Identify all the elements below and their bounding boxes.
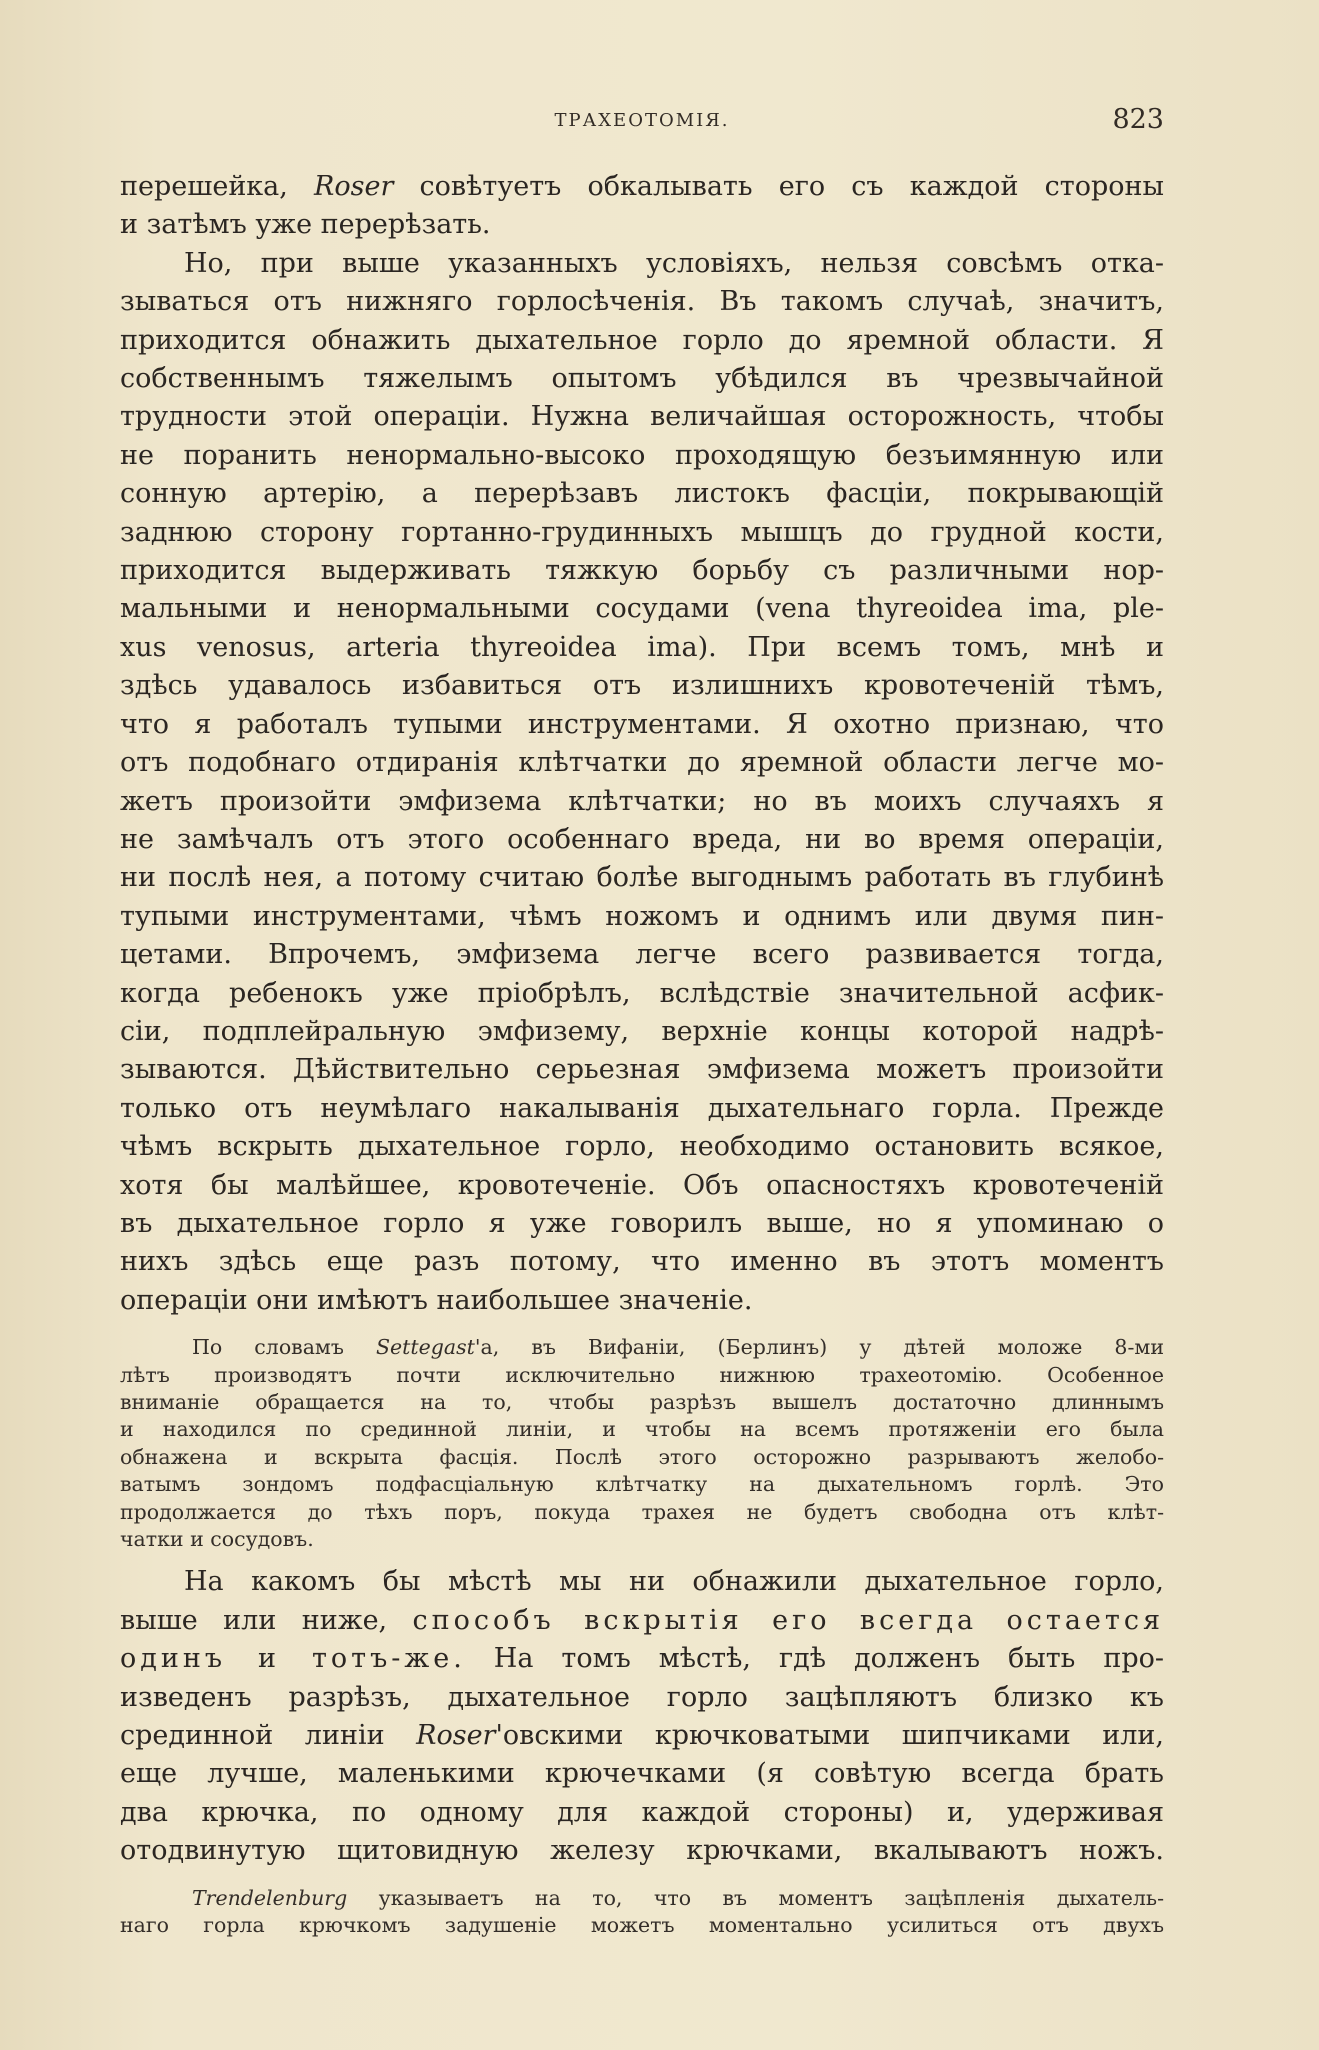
note-line: По словамъ Settegast'a, въ Вифаніи, (Берлинъ) у дѣтей моложе 8-ми [192,1335,1164,1360]
text-line: когда ребенокъ уже пріобрѣлъ, вслѣдствіе значительной асфик- [120,977,1164,1009]
author-name: Settegast [376,1335,475,1360]
text-line: собственнымъ тяжелымъ опытомъ убѣдился въ чрезвычайной [120,363,1164,395]
note-line: лѣтъ производятъ почти исключительно нижнюю трахеотомію. Особенное [120,1362,1164,1387]
text-line: зываются. Дѣйствительно серьезная эмфизема можетъ произойти [120,1054,1164,1086]
text-line: зываться отъ нижняго горлосѣченія. Въ такомъ случаѣ, значитъ, [120,286,1164,318]
running-head [120,104,1164,144]
text-line: только отъ неумѣлаго накалыванія дыхательнаго горла. Прежде [120,1092,1164,1124]
text-line: трудности этой операціи. Нужна величайшая осторожность, чтобы [120,401,1164,433]
text-line: заднюю сторону гортанно-грудинныхъ мышцъ до грудной кости, [120,516,1164,548]
text-line: xus venosus, arteria thyreoidea ima). При всемъ томъ, мнѣ и [120,631,1164,663]
note-line: ватымъ зондомъ подфасціальную клѣтчатку на дыхательномъ горлѣ. Это [120,1472,1164,1497]
note-line: и находился по срединной линіи, и чтобы на всемъ протяженіи его была [120,1417,1164,1442]
text-line: два крючка, по одному для каждой стороны) и, удерживая [120,1796,1164,1828]
note-line: Trendelenburg указываетъ на то, что въ моментъ зацѣпленія дыхатель- [192,1885,1164,1910]
text-line: и затѣмъ уже перерѣзать. [120,209,491,241]
note-line: наго горла крючкомъ задушеніе можетъ моментально усилиться отъ двухъ [120,1913,1164,1938]
footnote-trendelenburg [120,1885,1164,1940]
emphasized-phrase: одинъ и тотъ-же. [120,1643,466,1675]
text-line: чѣмъ вскрыть дыхательное горло, необходимо остановить всякое, [120,1131,1164,1163]
text-line: здѣсь удавалось избавиться отъ излишнихъ кровотеченій тѣмъ, [120,670,1164,702]
note-line: продолжается до тѣхъ поръ, покуда трахея не будетъ свободна отъ клѣт- [120,1499,1164,1524]
text-line: отодвинутую щитовидную железу крючками, вкалываютъ ножъ. [120,1835,1164,1867]
author-name: Roser [314,171,394,202]
running-title: ТРАХЕОТОМІЯ. [554,110,730,131]
text-line: что я работалъ тупыми инструментами. Я охотно признаю, что [120,708,1164,740]
text-line: жетъ произойти эмфизема клѣтчатки; но въ моихъ случаяхъ я [120,785,1164,817]
text-line: На какомъ бы мѣстѣ мы ни обнажили дыхательное горло, [184,1566,1164,1598]
text-line: еще лучше, маленькими крючечками (я совѣтую всегда брать [120,1758,1164,1790]
text-line: перешейка, Roser совѣтуетъ обкалывать его съ каждой стороны [120,171,1164,202]
note-line: вниманіе обращается на то, чтобы разрѣзъ вышелъ достаточно длиннымъ [120,1390,1164,1414]
text-line: выше или ниже, способъ вскрытія его всегда остается [120,1604,1164,1636]
text-line: не поранить ненормально-высоко проходящую безъимянную или [120,439,1164,471]
text-line: ни послѣ нея, а потому считаю болѣе выгоднымъ работать въ глубинѣ [120,862,1164,894]
text-line: мальными и ненормальными сосудами (vena thyreoidea ima, ple- [120,593,1164,625]
text-line: одинъ и тотъ-же. На томъ мѣстѣ, гдѣ долженъ быть про- [120,1643,1164,1675]
text-line: Но, при выше указанныхъ условіяхъ, нельзя совсѣмъ отка- [184,247,1164,279]
page-number: 823 [1112,104,1164,135]
note-line: обнажена и вскрыта фасція. Послѣ этого осторожно разрываютъ желобо- [120,1444,1164,1469]
text-line: сіи, подплейральную эмфизему, верхніе концы которой надрѣ- [120,1015,1164,1047]
author-name: Roser [416,1720,496,1752]
text-line: сонную артерію, а перерѣзавъ листокъ фасціи, покрывающій [120,478,1164,510]
text-line: приходится обнажить дыхательное горло до яремной области. Я [120,324,1164,356]
text-line: тупыми инструментами, чѣмъ ножомъ и однимъ или двумя пин- [120,900,1164,932]
paragraph-1 [120,168,1164,245]
text-line: въ дыхательное горло я уже говорилъ выше, но я упоминаю о [120,1207,1164,1239]
paragraph-3 [120,1563,1164,1870]
text-block [120,168,1164,1950]
text-line: срединной линіи Roser'овскими крючковатыми шипчиками или, [120,1720,1165,1752]
note-line: чатки и сосудовъ. [120,1527,314,1552]
text-line: приходится выдерживать тяжкую борьбу съ различными нор- [120,555,1164,587]
text-line: не замѣчалъ отъ этого особеннаго вреда, ни во время операціи, [120,823,1164,855]
text-line: цетами. Впрочемъ, эмфизема легче всего развивается тогда, [120,939,1164,971]
emphasized-phrase: способъ вскрытія его всегда остается [412,1604,1164,1636]
footnote-settegast [120,1334,1164,1553]
text-line: операціи они имѣютъ наибольшее значеніе. [120,1284,753,1316]
text-line: отъ подобнаго отдиранія клѣтчатки до яремной области легче мо- [120,747,1164,779]
text-line: хотя бы малѣйшее, кровотеченіе. Объ опасностяхъ кровотеченій [120,1169,1164,1201]
text-line: изведенъ разрѣзъ, дыхательное горло зацѣпляютъ близко къ [120,1681,1164,1713]
author-name: Trendelenburg [192,1885,348,1910]
paragraph-2 [120,245,1164,1320]
text-line: нихъ здѣсь еще разъ потому, что именно въ этотъ моментъ [120,1246,1164,1278]
